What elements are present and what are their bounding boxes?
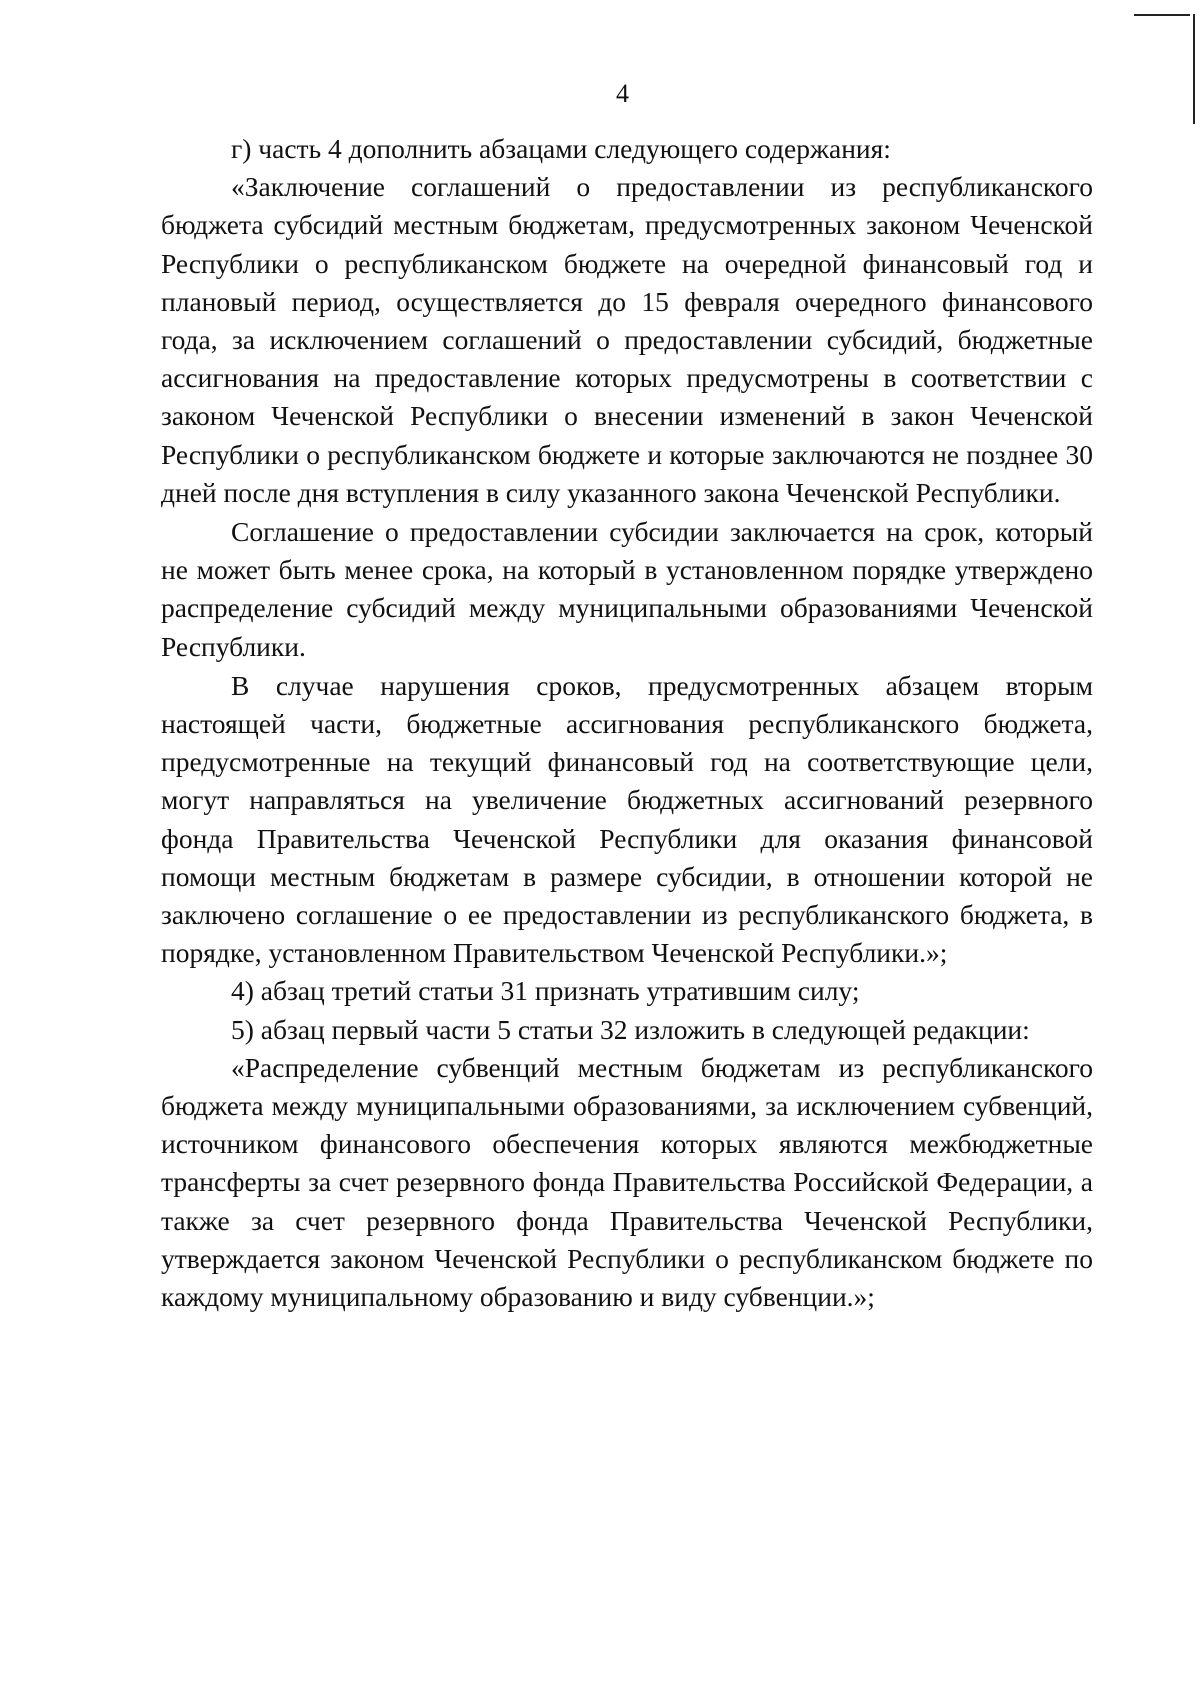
- paragraph-agreement-term: Соглашение о предоставлении субсидии заключается на срок, который не может быть менее срока, на который в установленном порядке утверждено распределение субсидий между муниципальными образованиями Чеченской Республики.: [161, 516, 1093, 662]
- document-body: [161, 130, 1093, 1316]
- paragraph-item-4: 4) абзац третий статьи 31 признать утратившим силу;: [231, 975, 860, 1007]
- paragraph-item-g: г) часть 4 дополнить абзацами следующего содержания:: [231, 133, 891, 164]
- paragraph-deadline-violation: В случае нарушения сроков, предусмотренных абзацем вторым настоящей части, бюджетные ассигнования республиканского бюджета, предусмотренные на текущий финансовый год на соответствующие цели, могут направляться на увеличение бюджетных ассигнований резервного фонда Правительства Чеченской Республики для оказания финансовой помощи местным бюджетам в размере субсидии, в отношении которой не заключено соглашение о ее предоставлении из республиканского бюджета, в порядке, установленном Правительством Чеченской Республики.»;: [161, 669, 1093, 969]
- paragraph-subvention-distribution: «Распределение субвенций местным бюджетам из республиканского бюджета между муниципальными образованиями, за исключением субвенций, источником финансового обеспечения которых являются межбюджетные трансферты за счет резервного фонда Правительства Российской Федерации, а также за счет резервного фонда Правительства Чеченской Республики, утверждается законом Чеченской Республики о республиканском бюджете по каждому муниципальному образованию и виду субвенции.»;: [161, 1051, 1093, 1313]
- paragraph-item-5: 5) абзац первый части 5 статьи 32 изложить в следующей редакции:: [231, 1013, 1030, 1045]
- scan-edge-mark-top: [1134, 14, 1190, 16]
- page-number: 4: [616, 79, 629, 108]
- paragraph-agreement-deadline: «Заключение соглашений о предоставлении из республиканского бюджета субсидий местным бюджетам, предусмотренных законом Чеченской Республики о республиканском бюджете на очередной финансовый год и плановый период, осуществляется до 15 февраля очередного финансового года, за исключением соглашений о предоставлении субсидий, бюджетные ассигнования на предоставление которых предусмотрены в соответствии с законом Чеченской Республики о внесении изменений в закон Чеченской Республики о республиканском бюджете и которые заключаются не позднее 30 дней после дня вступления в силу указанного закона Чеченской Республики.: [161, 171, 1093, 508]
